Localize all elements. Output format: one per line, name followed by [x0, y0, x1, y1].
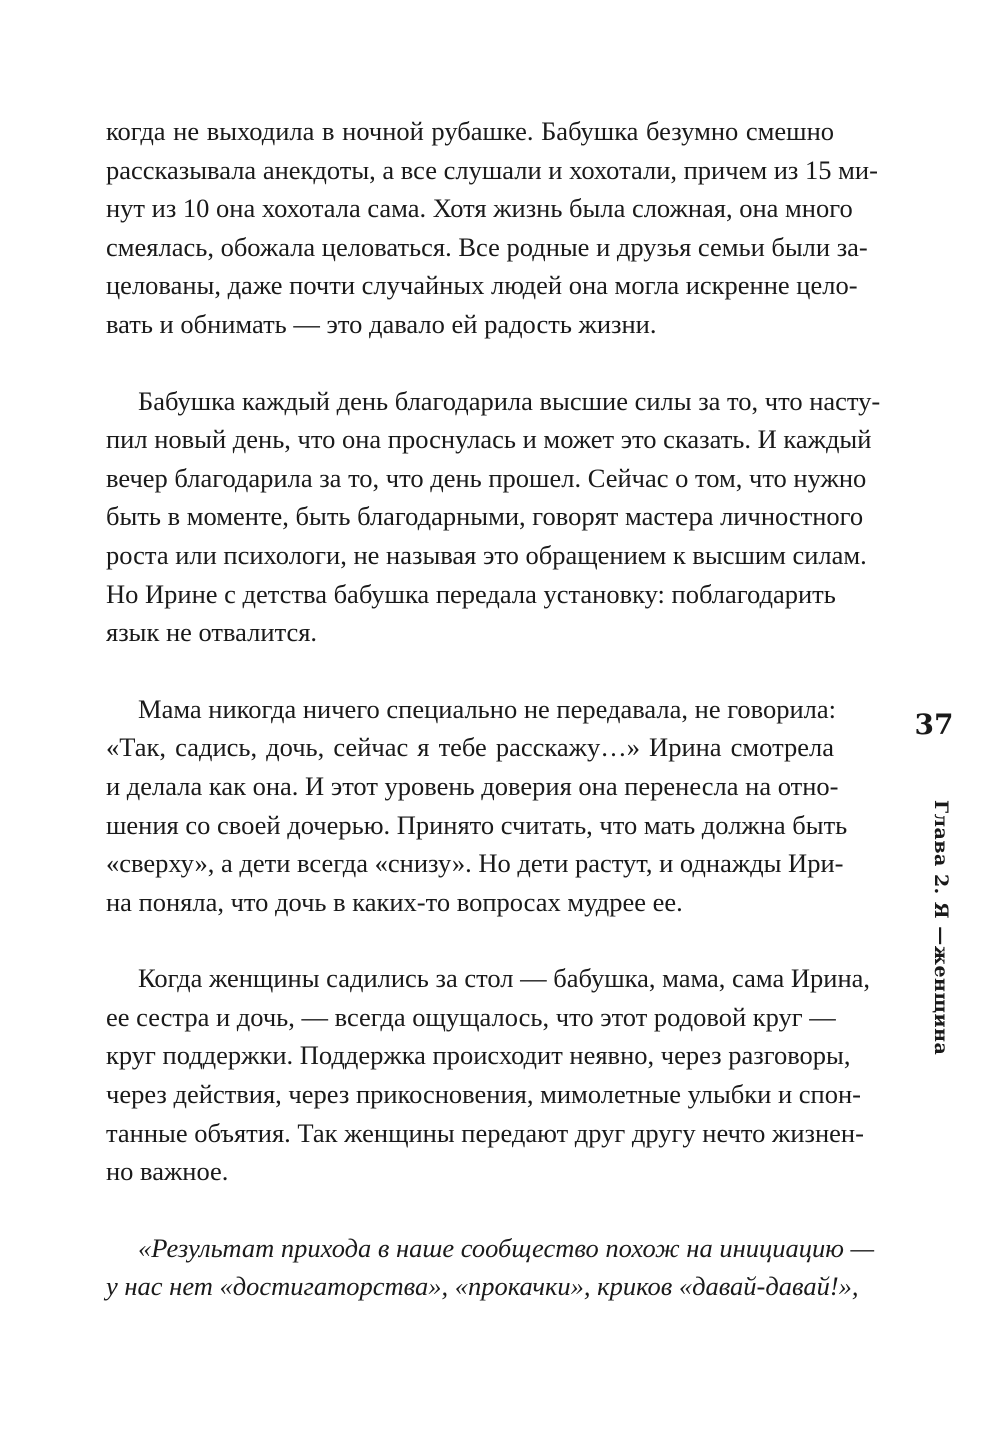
text-line: пил новый день, что она проснулась и может это сказать. И каждый: [106, 424, 872, 455]
text-line: ее сестра и дочь, — всегда ощущалось, что этот родовой круг —: [106, 1001, 836, 1032]
text-line: Когда женщины садились за стол — бабушка, мама, сама Ирина,: [138, 963, 871, 994]
text-line: на поняла, что дочь в каких-то вопросах мудрее ее.: [106, 886, 683, 917]
text-line: цeлованы, даже почти случайных людей она могла искренне цело-: [106, 270, 858, 301]
text-line: «Результат прихода в наше сообщество похож на инициацию —: [138, 1232, 875, 1263]
text-line: танные объятия. Так женщины передают друг другу нечто жизнен-: [106, 1117, 864, 1148]
text-line: вечер благодарила за то, что день прошел. Сейчас о том, что нужно: [106, 462, 867, 493]
text-line: но важное.: [106, 1156, 229, 1187]
paragraph-4: [106, 959, 871, 1191]
text-line: рассказывала анекдоты, а все слушали и хохотали, причем из 15 ми-: [106, 154, 878, 185]
text-line: вать и обнимать — это давало ей радость жизни.: [106, 308, 657, 339]
running-head: Глава 2. Я —женщина: [930, 800, 952, 1056]
text-line: через действия, через прикосновения, мимолетные улыбки и спон-: [106, 1079, 861, 1110]
text-line: шения со своей дочерью. Принято считать, что мать должна быть: [106, 809, 848, 840]
text-line: язык не отвалится.: [106, 617, 318, 648]
text-line: нут из 10 она хохотала сама. Хотя жизнь была сложная, она много: [106, 193, 853, 224]
text-line: Бабушка каждый день благодарила высшие силы за то, что насту-: [138, 385, 881, 416]
text-line: Мама никогда ничего специально не передавала, не говорила:: [138, 693, 837, 724]
paragraph-3: [106, 690, 848, 922]
text-line: «сверху», а дети всегда «снизу». Но дети растут, и однажды Ири-: [106, 848, 844, 879]
text-line: «Так, садись, дочь, сейчас я тебе расскажу…» Ирина смотрела: [106, 732, 834, 763]
text-line: круг поддержки. Поддержка происходит неявно, через разговоры,: [106, 1040, 851, 1071]
text-line: когда не выходила в ночной рубашке. Бабушка безумно смешно: [106, 116, 834, 146]
paragraph-2: [106, 382, 881, 652]
text-column: [106, 112, 881, 1306]
quote-paragraph: [106, 1229, 875, 1306]
page-number: 37: [914, 708, 954, 741]
text-line: Но Ирине с детства бабушка передала установку: поблагодарить: [106, 578, 836, 609]
text-line: у нас нет «достигаторства», «прокачки», криков «давай-давай!»,: [106, 1271, 859, 1302]
text-line: роста или психологи, не называя это обращением к высшим силам.: [106, 539, 867, 570]
paragraph-1: [106, 112, 878, 344]
text-line: смеялась, обожала целоваться. Все родные и друзья семьи были за-: [106, 231, 868, 262]
text-line: быть в моменте, быть благодарными, говорят мастера личностного: [106, 501, 864, 532]
text-line: и делала как она. И этот уровень доверия она перенесла на отно-: [106, 770, 839, 801]
